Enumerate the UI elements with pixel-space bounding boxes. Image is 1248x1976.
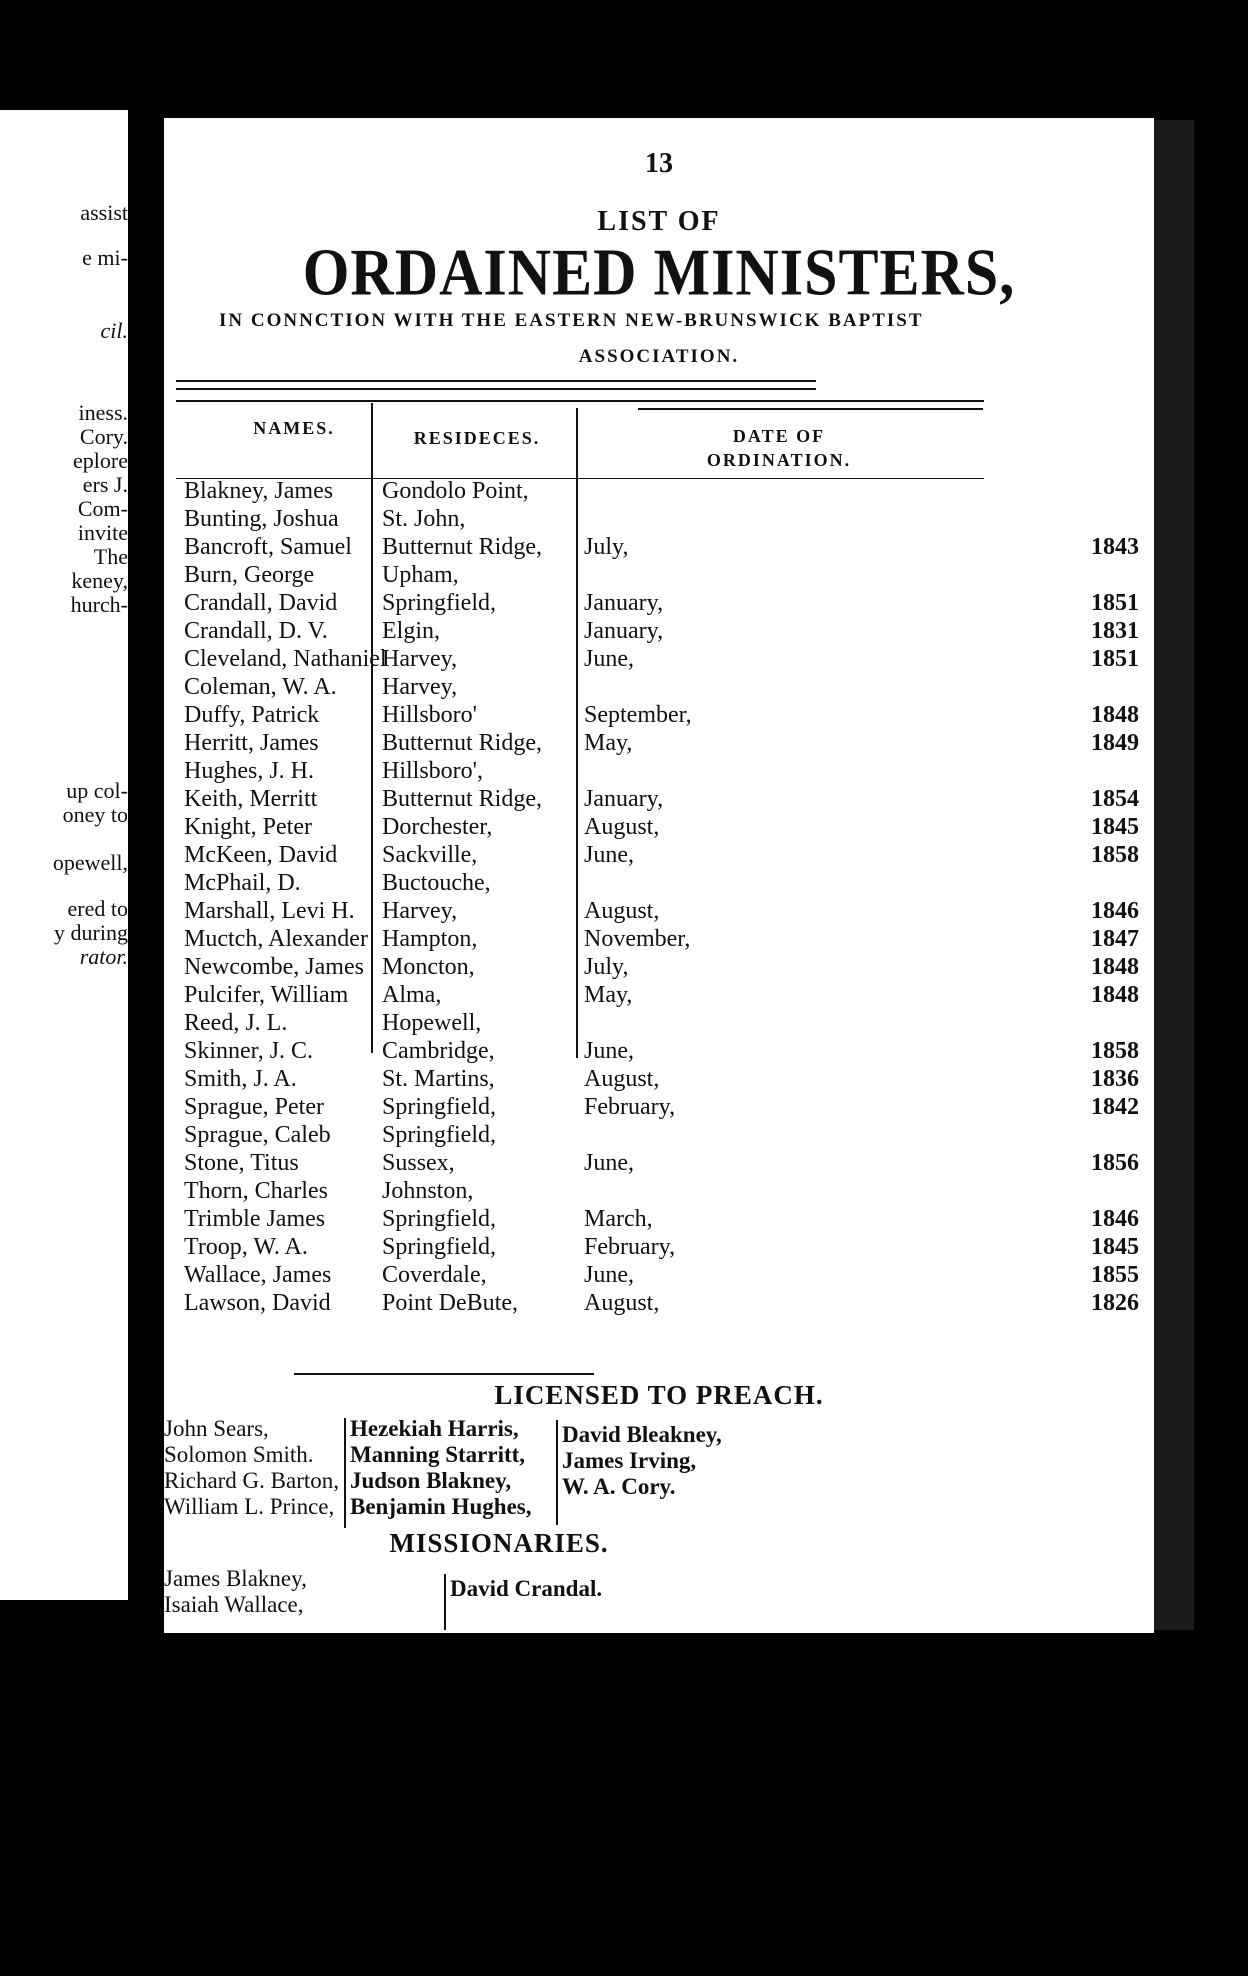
minister-residence: Alma, <box>382 982 442 1008</box>
ordination-month: August, <box>584 814 660 840</box>
minister-row <box>164 758 1154 787</box>
minister-name: Sprague, Caleb <box>184 1122 331 1148</box>
missionaries-divider <box>444 1574 446 1630</box>
ordination-month: May, <box>584 730 633 756</box>
ordination-year: 1845 <box>1091 814 1139 840</box>
ordination-month: March, <box>584 1206 653 1232</box>
ordination-month: February, <box>584 1234 676 1260</box>
ordination-month: January, <box>584 618 664 644</box>
page-number: 13 <box>645 148 673 179</box>
left-page-text-fragment: Com- <box>77 496 128 521</box>
ordination-year: 1845 <box>1091 1234 1139 1260</box>
licensed-column-2 <box>350 1416 531 1520</box>
ordination-year: 1848 <box>1091 702 1139 728</box>
minister-row <box>164 1038 1154 1067</box>
minister-name: Herritt, James <box>184 730 319 756</box>
left-page-text-fragment: cil. <box>100 318 128 343</box>
minister-row <box>164 1290 1154 1319</box>
left-page-text-fragment: y during <box>54 920 128 945</box>
minister-name: Crandall, David <box>184 590 338 616</box>
licensed-name: Solomon Smith. <box>164 1442 314 1467</box>
minister-name: Lawson, David <box>184 1290 331 1316</box>
minister-row <box>164 562 1154 591</box>
page-title: ORDAINED MINISTERS, <box>302 234 1016 309</box>
minister-residence: Harvey, <box>382 646 458 672</box>
left-page-text-fragment: The <box>93 544 128 569</box>
ordination-month: January, <box>584 590 664 616</box>
missionary-name: Isaiah Wallace, <box>164 1592 304 1617</box>
minister-name: McPhail, D. <box>184 870 301 896</box>
document-page <box>164 118 1154 1633</box>
minister-row <box>164 870 1154 899</box>
header-rule-top-2 <box>176 388 816 390</box>
header-rule-top <box>176 380 816 382</box>
ordination-year: 1826 <box>1091 1290 1139 1316</box>
licensed-name: Judson Blakney, <box>350 1468 512 1493</box>
minister-name: Wallace, James <box>184 1262 332 1288</box>
licensed-name: James Irving, <box>562 1448 697 1473</box>
names-column-header: NAMES. <box>253 418 335 438</box>
licensed-name: David Bleakney, <box>562 1422 722 1447</box>
minister-row <box>164 590 1154 619</box>
minister-row <box>164 1122 1154 1151</box>
minister-residence: Johnston, <box>382 1178 474 1204</box>
minister-residence: Buctouche, <box>382 870 491 896</box>
ordination-year: 1846 <box>1091 898 1139 924</box>
minister-row <box>164 982 1154 1011</box>
minister-row <box>164 1206 1154 1235</box>
ordination-year: 1851 <box>1091 590 1139 616</box>
date-column-header: DATE OF <box>732 426 826 446</box>
minister-name: Troop, W. A. <box>184 1234 308 1260</box>
licensed-name: John Sears, <box>164 1416 269 1441</box>
minister-name: Sprague, Peter <box>184 1094 324 1120</box>
ordination-year: 1851 <box>1091 646 1139 672</box>
licensed-divider-2 <box>556 1420 558 1525</box>
minister-name: Crandall, D. V. <box>184 618 328 644</box>
minister-row <box>164 1262 1154 1291</box>
licensed-column-1 <box>164 1416 339 1520</box>
minister-row <box>164 1010 1154 1039</box>
ordination-year: 1858 <box>1091 1038 1139 1064</box>
minister-residence: Coverdale, <box>382 1262 487 1288</box>
minister-residence: Hillsboro' <box>382 702 477 728</box>
minister-name: Burn, George <box>184 562 315 588</box>
subtitle-line-1: IN CONNCTION WITH THE EASTERN NEW-BRUNSWICK BAPTIST <box>219 310 924 331</box>
minister-row <box>164 926 1154 955</box>
minister-row <box>164 1178 1154 1207</box>
ordination-month: February, <box>584 1094 676 1120</box>
minister-row <box>164 646 1154 675</box>
minister-residence: Elgin, <box>382 618 440 644</box>
minister-name: Coleman, W. A. <box>184 674 337 700</box>
minister-residence: Springfield, <box>382 1094 496 1120</box>
book-gutter <box>128 0 164 1976</box>
minister-row <box>164 898 1154 927</box>
list-of-heading: LIST OF <box>597 206 721 237</box>
minister-residence: Sackville, <box>382 842 478 868</box>
ordination-month: September, <box>584 702 692 728</box>
minister-row <box>164 618 1154 647</box>
left-page-text-fragment: Cory. <box>79 424 128 449</box>
licensed-name: Hezekiah Harris, <box>350 1416 519 1441</box>
minister-residence: Butternut Ridge, <box>382 534 542 560</box>
ordination-month: June, <box>584 1038 634 1064</box>
ordination-month: June, <box>584 1262 634 1288</box>
minister-row <box>164 1234 1154 1263</box>
ordination-year: 1858 <box>1091 842 1139 868</box>
left-page-text-fragment: opewell, <box>52 850 128 875</box>
left-page-text-fragment: ered to <box>67 896 128 921</box>
ordination-year: 1848 <box>1091 954 1139 980</box>
ordination-year: 1842 <box>1091 1094 1139 1120</box>
minister-name: Keith, Merritt <box>184 786 318 812</box>
left-page-text-fragment: up col- <box>66 778 128 803</box>
left-page-text-fragment: e mi- <box>82 245 128 270</box>
minister-name: Blakney, James <box>184 478 334 504</box>
minister-row <box>164 814 1154 843</box>
left-page-text-fragment: keney, <box>71 568 128 593</box>
ordination-year: 1843 <box>1091 534 1139 560</box>
ordination-year: 1848 <box>1091 982 1139 1008</box>
minister-name: Cleveland, Nathaniel <box>184 646 387 672</box>
minister-name: Duffy, Patrick <box>184 702 320 728</box>
minister-name: Muctch, Alexander <box>184 926 368 952</box>
minister-row <box>164 674 1154 703</box>
minister-name: Smith, J. A. <box>184 1066 297 1092</box>
header-rule-main <box>176 400 984 402</box>
minister-name: Stone, Titus <box>184 1150 299 1176</box>
minister-row <box>164 1094 1154 1123</box>
minister-row <box>164 954 1154 983</box>
minister-row <box>164 478 1154 507</box>
minister-residence: Point DeBute, <box>382 1290 518 1316</box>
minister-residence: Sussex, <box>382 1150 455 1176</box>
licensed-name: Manning Starritt, <box>350 1442 526 1467</box>
minister-row <box>164 702 1154 731</box>
minister-residence: Harvey, <box>382 898 458 924</box>
left-page-fragment <box>0 110 128 1600</box>
minister-row <box>164 1066 1154 1095</box>
minister-name: Skinner, J. C. <box>184 1038 314 1064</box>
ordination-month: June, <box>584 1150 634 1176</box>
licensed-heading: LICENSED TO PREACH. <box>494 1380 824 1410</box>
missionary-name: David Crandal. <box>450 1576 603 1601</box>
minister-residence: Springfield, <box>382 1206 496 1232</box>
minister-row <box>164 730 1154 759</box>
licensed-name: Benjamin Hughes, <box>350 1494 532 1519</box>
ordination-month: January, <box>584 786 664 812</box>
left-page-text-fragment: assist <box>80 200 128 225</box>
minister-residence: Moncton, <box>382 954 475 980</box>
ordination-year: 1831 <box>1091 618 1139 644</box>
minister-row <box>164 506 1154 535</box>
left-page-text-fragment: eplore <box>73 448 128 473</box>
minister-residence: Dorchester, <box>382 814 493 840</box>
left-page-text-fragment: rator. <box>79 944 128 969</box>
ordination-month: July, <box>584 534 629 560</box>
ordination-column-header: ORDINATION. <box>706 450 852 470</box>
minister-name: Reed, J. L. <box>184 1010 288 1036</box>
minister-name: Knight, Peter <box>184 814 312 840</box>
minister-name: Pulcifer, William <box>184 982 349 1008</box>
minister-residence: Hampton, <box>382 926 478 952</box>
ordination-month: November, <box>584 926 691 952</box>
licensed-name: W. A. Cory. <box>562 1474 676 1499</box>
ordination-year: 1847 <box>1091 926 1139 952</box>
minister-residence: Cambridge, <box>382 1038 495 1064</box>
minister-residence: Springfield, <box>382 1234 496 1260</box>
ordination-month: August, <box>584 898 660 924</box>
left-page-text-fragment: iness. <box>78 400 128 425</box>
header-rule-right <box>638 408 983 410</box>
ordination-year: 1854 <box>1091 786 1139 812</box>
minister-residence: Harvey, <box>382 674 458 700</box>
minister-row <box>164 534 1154 563</box>
missionaries-column-1 <box>164 1566 307 1618</box>
ordination-month: May, <box>584 982 633 1008</box>
left-page-text-fragment: ers J. <box>82 472 128 497</box>
minister-residence: Butternut Ridge, <box>382 730 542 756</box>
minister-residence: Butternut Ridge, <box>382 786 542 812</box>
minister-residence: Hopewell, <box>382 1010 482 1036</box>
minister-name: Marshall, Levi H. <box>184 898 355 924</box>
ordination-month: June, <box>584 646 634 672</box>
ordination-year: 1836 <box>1091 1066 1139 1092</box>
subtitle-line-2: ASSOCIATION. <box>578 346 740 367</box>
licensed-divider-1 <box>344 1418 346 1528</box>
minister-residence: Upham, <box>382 562 459 588</box>
licensed-name: Richard G. Barton, <box>164 1468 340 1493</box>
missionaries-heading: MISSIONARIES. <box>389 1528 609 1558</box>
left-page-text-fragment: oney to <box>62 802 128 827</box>
minister-residence: Springfield, <box>382 590 496 616</box>
residences-column-header: RESIDECES. <box>413 428 541 448</box>
minister-name: Bunting, Joshua <box>184 506 339 532</box>
minister-residence: St. Martins, <box>382 1066 495 1092</box>
page-edge <box>1154 120 1194 1630</box>
missionaries-column-2 <box>450 1576 602 1602</box>
minister-residence: Hillsboro', <box>382 758 483 784</box>
ordination-year: 1846 <box>1091 1206 1139 1232</box>
ordination-year: 1856 <box>1091 1150 1139 1176</box>
left-page-text-fragment: hurch- <box>70 592 128 617</box>
licensed-name: William L. Prince, <box>164 1494 335 1519</box>
minister-residence: St. John, <box>382 506 466 532</box>
minister-residence: Gondolo Point, <box>382 478 529 504</box>
minister-name: Bancroft, Samuel <box>184 534 352 560</box>
minister-name: McKeen, David <box>184 842 338 868</box>
licensed-column-3 <box>562 1422 722 1500</box>
minister-residence: Springfield, <box>382 1122 496 1148</box>
minister-name: Thorn, Charles <box>184 1178 328 1204</box>
ordination-month: July, <box>584 954 629 980</box>
ordination-month: August, <box>584 1290 660 1316</box>
missionary-name: James Blakney, <box>164 1566 307 1591</box>
minister-row <box>164 786 1154 815</box>
minister-row <box>164 842 1154 871</box>
section-divider <box>294 1373 594 1375</box>
ordination-year: 1849 <box>1091 730 1139 756</box>
ordination-year: 1855 <box>1091 1262 1139 1288</box>
minister-name: Trimble James <box>184 1206 326 1232</box>
minister-row <box>164 1150 1154 1179</box>
left-page-text-fragment: invite <box>77 520 128 545</box>
ordination-month: August, <box>584 1066 660 1092</box>
ordination-month: June, <box>584 842 634 868</box>
minister-name: Hughes, J. H. <box>184 758 314 784</box>
minister-name: Newcombe, James <box>184 954 364 980</box>
